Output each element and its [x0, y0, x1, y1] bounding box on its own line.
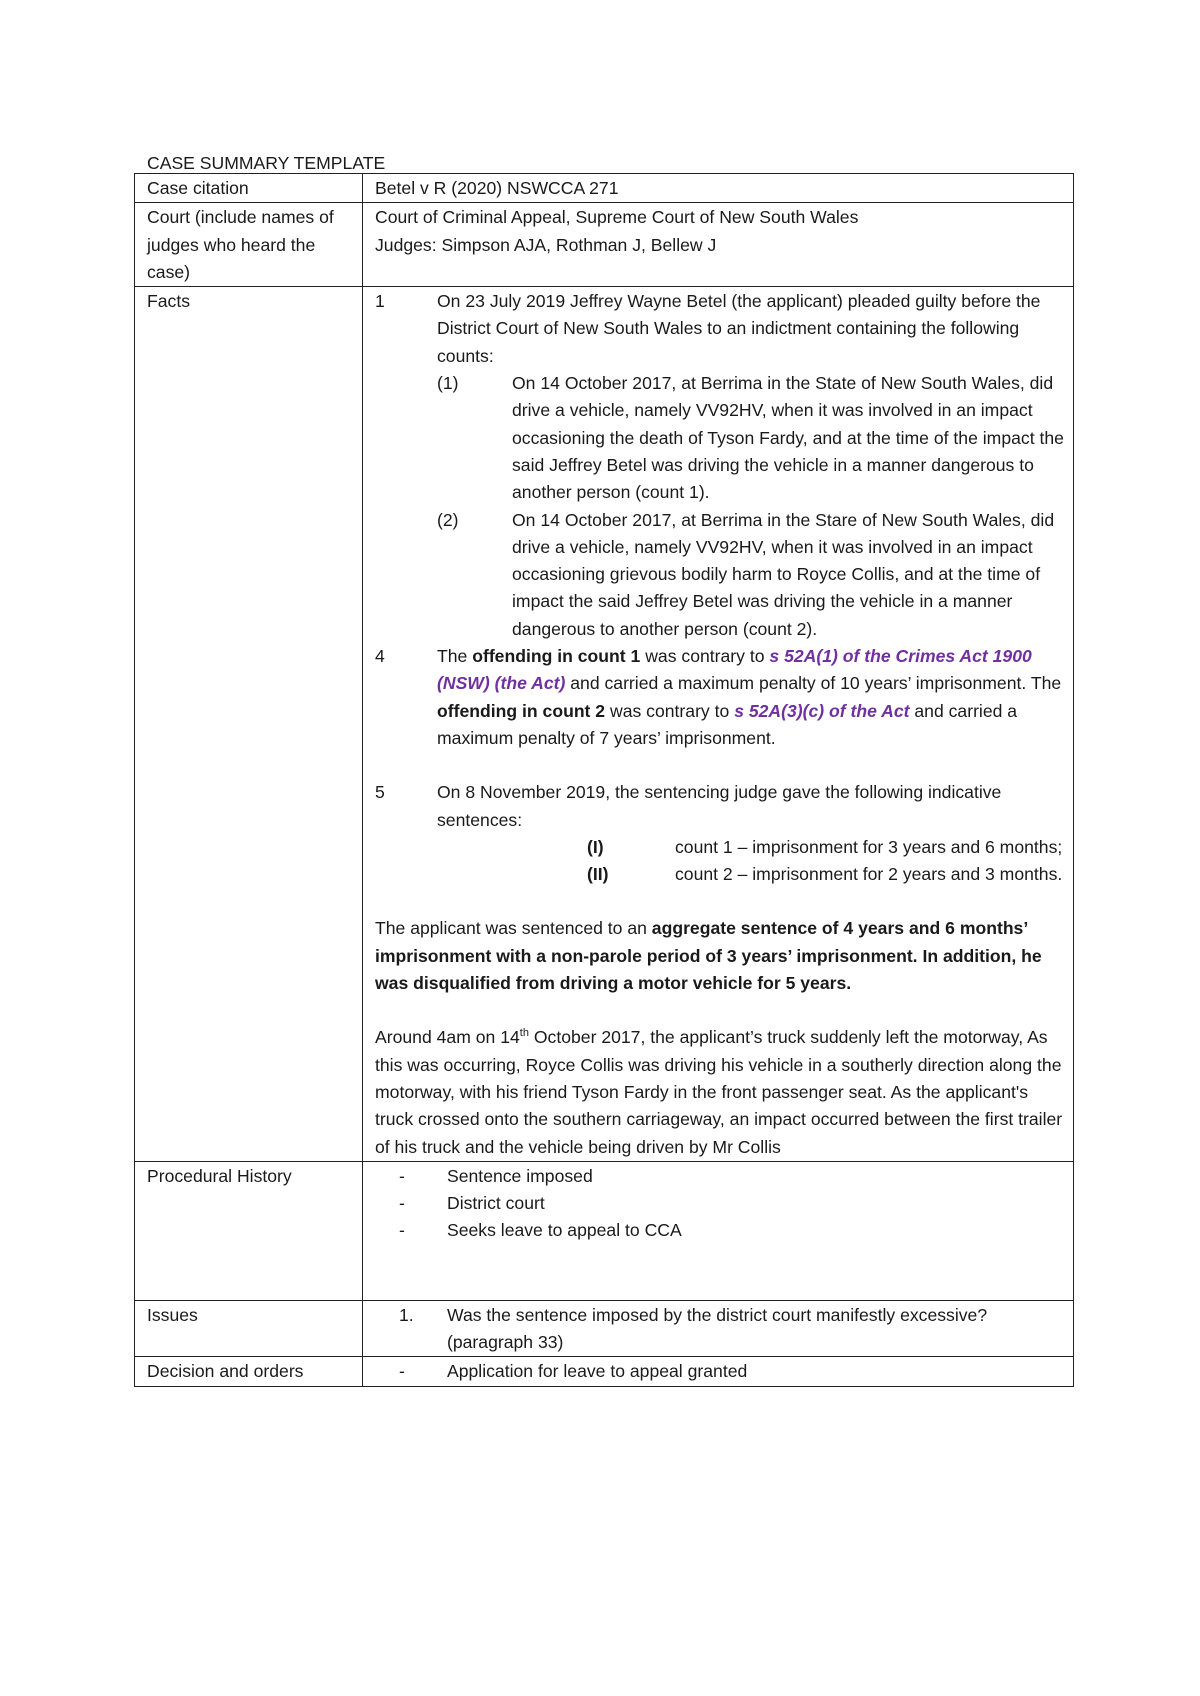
list-number: 1. [399, 1304, 414, 1325]
list-item-text: Was the sentence imposed by the district court manifestly excessive? (paragraph 33) [447, 1304, 988, 1353]
legislation-reference: s 52A(3)(c) of the Act [734, 700, 910, 721]
value-decision-and-orders [363, 1357, 1074, 1386]
text-run: was contrary to [640, 646, 770, 667]
indicative-number: (I) [587, 836, 604, 857]
text-run: was contrary to [605, 700, 735, 721]
paragraph-text: On 23 July 2019 Jeffrey Wayne Betel (the applicant) pleaded guilty before the District Court of New South Wales to an indictment containing the following counts: [437, 291, 1041, 366]
count-text: On 14 October 2017, at Berrima in the Stare of New South Wales, did drive a vehicle, namely VV92HV, when it was involved in an impact occasioning grievous bodily harm to Royce Collis, and at the time of impact the said Jeffrey Betel was driving the vehicle in a manner dangerous to another person (count 2). [512, 509, 1055, 639]
facts-paragraph-4 [375, 643, 1065, 752]
bold-text: offending in count 1 [472, 646, 641, 667]
count-text: On 14 October 2017, at Berrima in the State of New South Wales, did drive a vehicle, namely VV92HV, when it was involved in an impact occasioning the death of Tyson Fardy, and at the time of the impact the said Jeffrey Betel was driving the vehicle in a manner dangerous to another person (count 1). [512, 373, 1064, 503]
count-item [437, 370, 1065, 506]
court-name: Court of Criminal Appeal, Supreme Court of New South Wales [375, 207, 859, 228]
paragraph-number: 4 [375, 646, 385, 667]
label-procedural-history: Procedural History [135, 1161, 363, 1300]
paragraph-text: On 8 November 2019, the sentencing judge gave the following indicative sentences: [437, 782, 1002, 830]
paragraph-text [437, 643, 1065, 752]
indicative-sentence-item [587, 861, 1065, 888]
list-item [399, 1163, 1065, 1190]
facts-paragraph-1 [375, 288, 1065, 370]
count-item [437, 507, 1065, 643]
list-item-text: Seeks leave to appeal to CCA [447, 1220, 682, 1241]
superscript: th [519, 1027, 529, 1040]
document-title: CASE SUMMARY TEMPLATE [147, 153, 386, 173]
row-issues [135, 1300, 1074, 1357]
label-decision-and-orders: Decision and orders [135, 1357, 363, 1386]
row-procedural-history [135, 1161, 1074, 1300]
text-run: October 2017, the applicant’s truck suddenly left the motorway, As this was occurring, Royce Collis was driving his vehicle in a southerly direction along the motorway, with his friend Tyson Fardy in the front passenger seat. As the applicant's truck crossed onto the southern carriageway, an impact occurred between the first trailer of his truck and the vehicle being driven by Mr Collis [375, 1027, 1063, 1157]
list-item [399, 1358, 1065, 1385]
label-facts: Facts [135, 287, 363, 1162]
value-facts [363, 287, 1074, 1162]
list-item [399, 1190, 1065, 1217]
text-run: and carried a maximum penalty of 7 years’ imprisonment. [437, 700, 1018, 748]
list-item-text: District court [447, 1193, 545, 1214]
bold-text: offending in count 2 [437, 700, 606, 721]
indicative-text: count 2 – imprisonment for 2 years and 3 months. [675, 864, 1063, 885]
facts-paragraph-5 [375, 779, 1065, 834]
count-number: (2) [437, 509, 459, 530]
dash-bullet: - [399, 1165, 405, 1186]
background-paragraph [375, 1024, 1065, 1160]
sentence-paragraph [375, 915, 1065, 997]
row-case-citation [135, 174, 1074, 203]
paragraph-number: 5 [375, 782, 385, 803]
text-run: Around 4am on 14 [375, 1027, 520, 1048]
court-judges: Judges: Simpson AJA, Rothman J, Bellew J [375, 234, 717, 255]
paragraph-number: 1 [375, 291, 385, 312]
label-case-citation: Case citation [135, 174, 363, 203]
row-court [135, 203, 1074, 287]
value-issues [363, 1300, 1074, 1357]
text-run: and carried a maximum penalty of 10 years’ imprisonment. The [565, 673, 1062, 694]
dash-bullet: - [399, 1361, 405, 1382]
count-number: (1) [437, 373, 459, 394]
dash-bullet: - [399, 1220, 405, 1241]
legislation-reference: s 52A(1) of the Crimes Act 1900 (NSW) (the Act) [437, 646, 1032, 694]
indicative-text: count 1 – imprisonment for 3 years and 6 months; [675, 836, 1063, 857]
list-item [399, 1302, 1065, 1357]
bold-text: aggregate sentence of 4 years and 6 months’ imprisonment with a non-parole period of 3 years’ imprisonment. In addition, he was disqualified from driving a motor vehicle for 5 years. [375, 918, 1042, 994]
row-facts [135, 287, 1074, 1162]
value-procedural-history [363, 1161, 1074, 1300]
value-court [363, 203, 1074, 287]
value-case-citation: Betel v R (2020) NSWCCA 271 [363, 174, 1074, 203]
list-item-text: Sentence imposed [447, 1165, 593, 1186]
label-issues: Issues [135, 1300, 363, 1357]
indicative-sentence-item [587, 834, 1065, 861]
indicative-number: (II) [587, 864, 609, 885]
list-item-text: Application for leave to appeal granted [447, 1361, 748, 1382]
row-decision-and-orders [135, 1357, 1074, 1386]
text-run: The applicant was sentenced to an [375, 918, 652, 939]
label-court: Court (include names of judges who heard the case) [135, 203, 363, 287]
list-item [399, 1217, 1065, 1244]
text-run: The [437, 646, 473, 667]
dash-bullet: - [399, 1193, 405, 1214]
case-summary-table [134, 173, 1074, 1387]
